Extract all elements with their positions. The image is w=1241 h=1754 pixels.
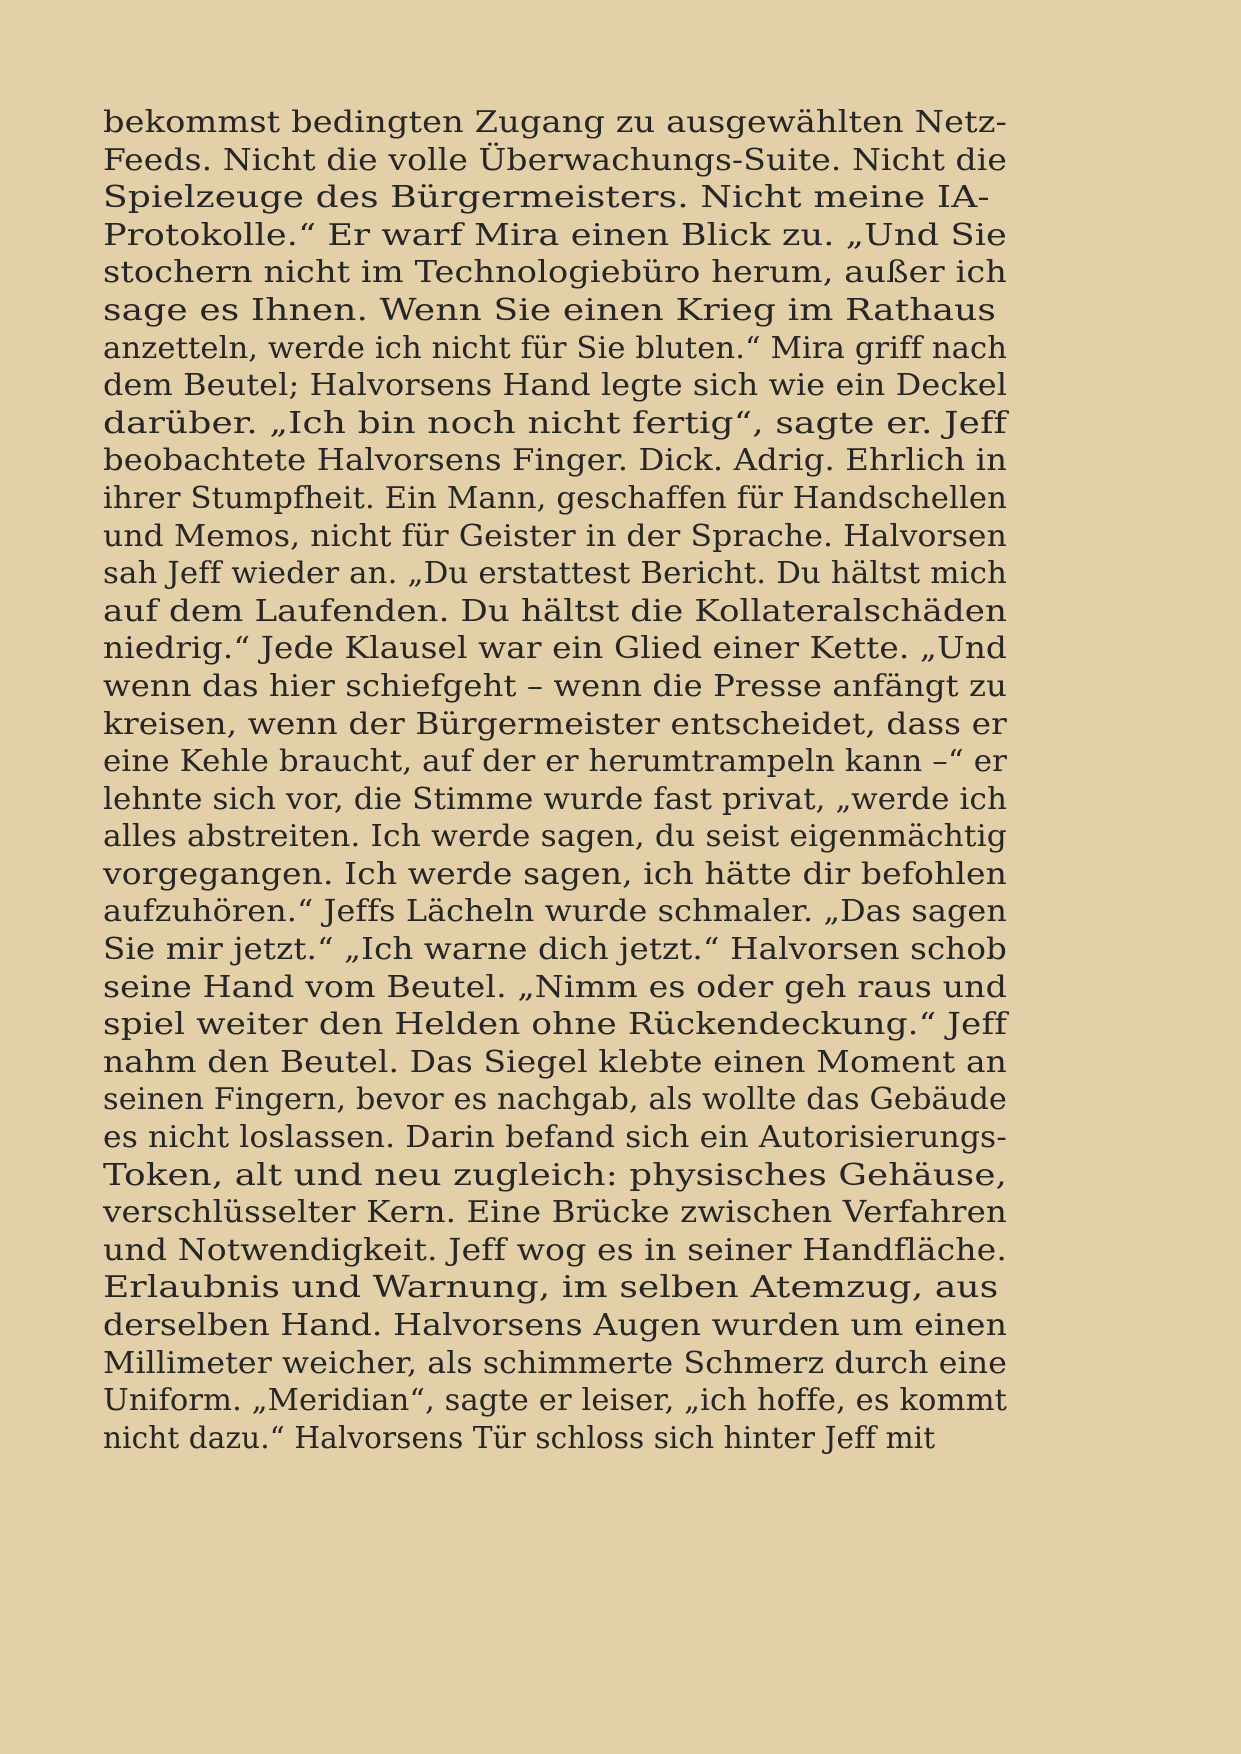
text-line [103, 1044, 1007, 1082]
text-line-content: verschlüsselter Kern. Eine Brücke zwischen Verfahren [103, 1195, 1007, 1230]
text-line-content: alles abstreiten. Ich werde sagen, du seist eigenmächtig [103, 819, 1007, 854]
text-line [103, 179, 1007, 217]
text-line-content: aufzuhören.“ Jeffs Lächeln wurde schmaler. „Das sagen [103, 894, 1007, 929]
text-line-content: sah Jeff wieder an. „Du erstattest Bericht. Du hältst mich [103, 556, 1007, 591]
text-line-content: beobachtete Halvorsens Finger. Dick. Adrig. Ehrlich in [103, 443, 1008, 478]
text-line-content: Feeds. Nicht die volle Überwachungs-Suite. Nicht die [103, 142, 1008, 177]
text-line [103, 518, 1007, 556]
text-line-content: auf dem Laufenden. Du hältst die Kollateralschäden [103, 593, 1007, 628]
text-line [103, 893, 1007, 931]
text-line [103, 856, 1007, 894]
text-line-content: eine Kehle braucht, auf der er herumtrampeln kann –“ er [103, 744, 1008, 779]
text-line [103, 1269, 1007, 1307]
text-line [103, 630, 1007, 668]
text-line-content: Erlaubnis und Warnung, im selben Atemzug, aus [103, 1270, 999, 1305]
text-line [103, 330, 1007, 368]
text-line [103, 1194, 1007, 1232]
text-line [103, 1382, 1007, 1420]
text-line [103, 593, 1007, 631]
text-line [103, 292, 1007, 330]
text-line [103, 217, 1007, 255]
text-line-content: und Notwendigkeit. Jeff wog es in seiner Handfläche. [103, 1232, 1007, 1267]
text-line-content: anzetteln, werde ich nicht für Sie bluten.“ Mira griff nach [103, 330, 1008, 365]
text-line-content: wenn das hier schiefgeht – wenn die Presse anfängt zu [103, 668, 1007, 703]
body-text-column [103, 104, 1007, 1457]
text-line [103, 254, 1007, 292]
text-line-content: Token, alt und neu zugleich: physisches Gehäuse, [103, 1157, 1008, 1192]
text-line [103, 706, 1007, 744]
text-line [103, 480, 1007, 518]
text-line-content: und Memos, nicht für Geister in der Sprache. Halvorsen [103, 518, 1007, 553]
text-line-content: dem Beutel; Halvorsens Hand legte sich wie ein Deckel [103, 368, 1008, 403]
text-line [103, 969, 1007, 1007]
text-line-content: Uniform. „Meridian“, sagte er leiser, „ich hoffe, es kommt [103, 1383, 1008, 1418]
text-line [103, 104, 1007, 142]
text-line-content: derselben Hand. Halvorsens Augen wurden um einen [103, 1308, 1007, 1342]
text-line [103, 1006, 1007, 1044]
text-line [103, 1232, 1007, 1270]
text-line [103, 405, 1007, 443]
text-line [103, 818, 1007, 856]
text-line-content: nahm den Beutel. Das Siegel klebte einen Moment an [103, 1044, 1007, 1079]
text-line [103, 668, 1007, 706]
text-line-content: seine Hand vom Beutel. „Nimm es oder geh raus und [103, 969, 1007, 1004]
text-line [103, 367, 1007, 405]
text-line-content: stochern nicht im Technologiebüro herum, außer ich [103, 255, 1008, 290]
text-line-content: ihrer Stumpfheit. Ein Mann, geschaffen für Handschellen [103, 480, 1008, 515]
text-line-content: spiel weiter den Helden ohne Rückendeckung.“ Jeff [103, 1007, 1008, 1042]
text-line [103, 442, 1007, 480]
text-line [103, 555, 1007, 593]
text-line [103, 142, 1007, 180]
text-line-content: nicht dazu.“ Halvorsens Tür schloss sich hinter Jeff mit [103, 1420, 936, 1455]
text-line [103, 1119, 1007, 1157]
text-line-content: sage es Ihnen. Wenn Sie einen Krieg im Rathaus [103, 292, 997, 327]
text-line [103, 1307, 1007, 1345]
text-line [103, 743, 1007, 781]
text-line-content: Spielzeuge des Bürgermeisters. Nicht meine IA- [103, 180, 990, 215]
text-line-content: darüber. „Ich bin noch nicht fertig“, sagte er. Jeff [103, 405, 1007, 440]
text-line [103, 1157, 1007, 1195]
text-line-content: bekommst bedingten Zugang zu ausgewählten Netz- [103, 105, 1008, 139]
text-line-content: Sie mir jetzt.“ „Ich warne dich jetzt.“ Halvorsen schob [103, 932, 1007, 967]
text-line-content: niedrig.“ Jede Klausel war ein Glied einer Kette. „Und [103, 631, 1008, 666]
text-line [103, 1081, 1007, 1119]
text-line-content: Millimeter weicher, als schimmerte Schmerz durch eine [103, 1345, 1007, 1380]
text-line-content: Protokolle.“ Er warf Mira einen Blick zu. „Und Sie [103, 217, 1007, 252]
text-line [103, 781, 1007, 819]
text-line [103, 1420, 1007, 1458]
text-line-content: lehnte sich vor, die Stimme wurde fast privat, „werde ich [103, 781, 1008, 816]
text-line-content: seinen Fingern, bevor es nachgab, als wollte das Gebäude [103, 1082, 1008, 1117]
text-line-content: es nicht loslassen. Darin befand sich ein Autorisierungs- [103, 1120, 1007, 1155]
text-line-content: kreisen, wenn der Bürgermeister entscheidet, dass er [103, 706, 1007, 741]
text-line-content: vorgegangen. Ich werde sagen, ich hätte dir befohlen [103, 856, 1007, 891]
text-line [103, 931, 1007, 969]
text-line [103, 1345, 1007, 1383]
